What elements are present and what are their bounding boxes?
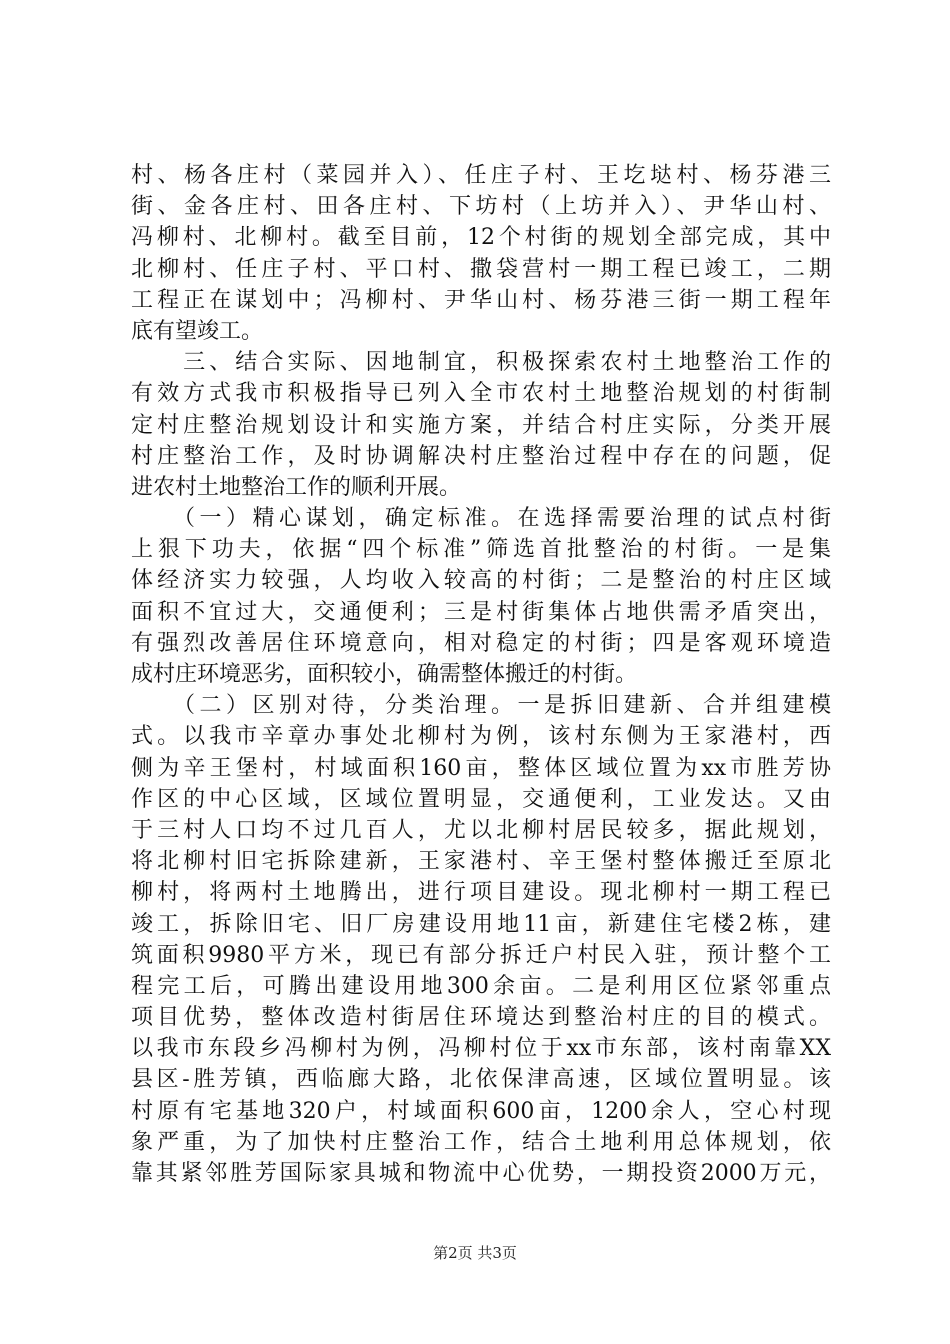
text-line: 有效方式我市积极指导已列入全市农村土地整治规划的村街制: [131, 381, 831, 407]
text-line: 程完工后，可腾出建设用地300余亩。二是利用区位紧邻重点: [131, 973, 831, 999]
text-line: 底有望竣工。: [131, 318, 264, 344]
page-footer: 第2页 共3页: [433, 1244, 517, 1262]
text-line: 工程正在谋划中；冯柳村、尹华山村、杨芬港三街一期工程年: [131, 287, 831, 313]
text-line: 以我市东段乡冯柳村为例，冯柳村位于xx市东部，该村南靠XX: [131, 1036, 831, 1062]
text-line: 冯柳村、北柳村。截至目前，12个村街的规划全部完成，其中: [131, 225, 831, 251]
text-line: 三、结合实际、因地制宜，积极探索农村土地整治工作的: [131, 350, 831, 376]
text-line: 村原有宅基地320户，村域面积600亩，1200余人，空心村现: [131, 1098, 831, 1124]
text-line: 村庄整治工作，及时协调解决村庄整治过程中存在的问题，促: [131, 443, 831, 469]
text-line: 面积不宜过大，交通便利；三是村街集体占地供需矛盾突出，: [131, 599, 831, 625]
document-body: [131, 160, 831, 1189]
text-line: 靠其紧邻胜芳国际家具城和物流中心优势，一期投资2000万元，: [131, 1161, 831, 1186]
text-line: 筑面积9980平方米，现已有部分拆迁户村民入驻，预计整个工: [131, 942, 831, 968]
text-line: 作区的中心区域，区域位置明显，交通便利，工业发达。又由: [131, 786, 831, 812]
text-line: 北柳村、任庄子村、平口村、撒袋营村一期工程已竣工，二期: [131, 256, 831, 282]
text-line: 项目优势，整体改造村街居住环境达到整治村庄的目的模式。: [131, 1005, 831, 1031]
text-line: 柳村，将两村土地腾出，进行项目建设。现北柳村一期工程已: [131, 880, 831, 906]
text-line: （一）精心谋划，确定标准。在选择需要治理的试点村街: [131, 506, 831, 532]
text-line: 体经济实力较强，人均收入较高的村街；二是整治的村庄区域: [131, 568, 831, 594]
text-line: 侧为辛王堡村，村域面积160亩，整体区域位置为xx市胜芳协: [131, 755, 831, 781]
text-line: 街、金各庄村、田各庄村、下坊村（上坊并入）、尹华山村、: [131, 194, 831, 220]
text-line: 将北柳村旧宅拆除建新，王家港村、辛王堡村整体搬迁至原北: [131, 849, 831, 875]
text-line: 上狠下功夫，依据“四个标准”筛选首批整治的村街。一是集: [131, 537, 831, 563]
text-line: 村、杨各庄村（菜园并入）、任庄子村、王圪垯村、杨芬港三: [131, 163, 831, 188]
text-line: 县区-胜芳镇，西临廊大路，北依保津高速，区域位置明显。该: [131, 1067, 831, 1093]
text-line: 进农村土地整治工作的顺利开展。: [131, 474, 462, 500]
text-line: 定村庄整治规划设计和实施方案，并结合村庄实际，分类开展: [131, 412, 831, 438]
text-line: 竣工，拆除旧宅、旧厂房建设用地11亩，新建住宅楼2栋，建: [131, 911, 831, 937]
text-line: （二）区别对待，分类治理。一是拆旧建新、合并组建模: [131, 693, 831, 719]
text-line: 于三村人口均不过几百人，尤以北柳村居民较多，据此规划，: [131, 817, 831, 843]
text-line: 式。以我市辛章办事处北柳村为例，该村东侧为王家港村，西: [131, 724, 831, 750]
text-line: 象严重，为了加快村庄整治工作，结合土地利用总体规划，依: [131, 1129, 831, 1155]
text-line: 成村庄环境恶劣，面积较小，确需整体搬迁的村街。: [131, 662, 638, 687]
text-line: 有强烈改善居住环境意向，相对稳定的村街；四是客观环境造: [131, 630, 831, 656]
